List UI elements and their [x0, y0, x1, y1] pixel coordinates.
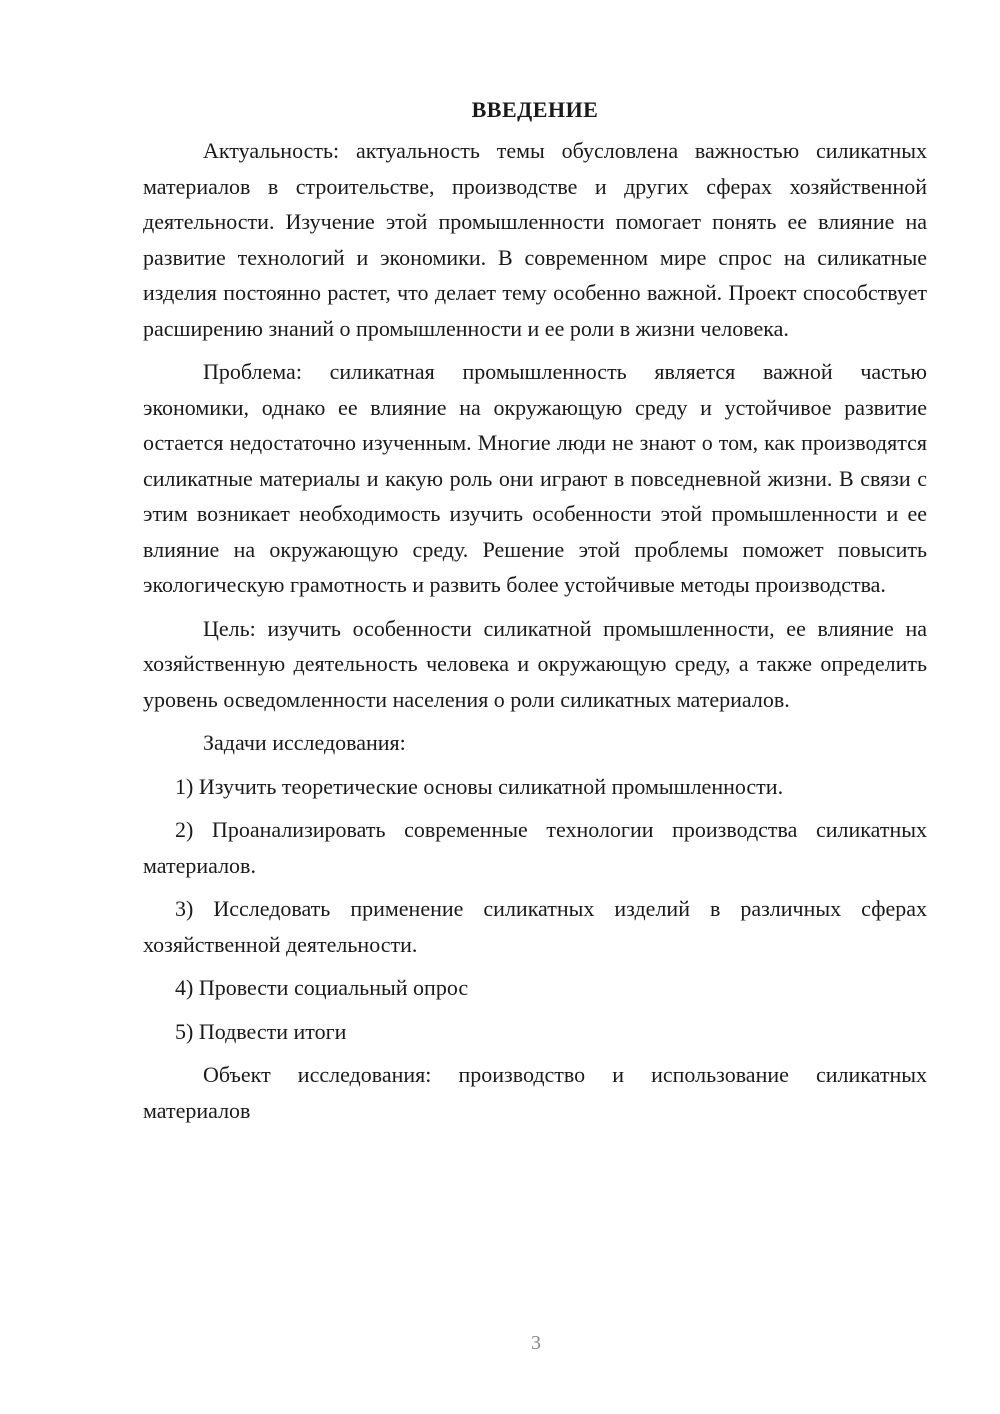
paragraph-object: Объект исследования: производство и использование силикатных материалов: [143, 1062, 927, 1123]
page-title: ВВЕДЕНИЕ: [471, 97, 599, 122]
task-item: 1) Изучить теоретические основы силикатной промышленности.: [175, 773, 784, 799]
page-body: [143, 93, 927, 1128]
paragraph-problem: Проблема: силикатная промышленность является важной частью экономики, однако ее влияние на окружающую среду и устойчивое развитие остается недостаточно изученным. Многие люди не знают о том, как производятся силикатные материалы и какую роль они играют в повседневной жизни. В связи с этим возникает необходимость изучить особенности этой промышленности и ее влияние на окружающую среду. Решение этой проблемы поможет повысить экологическую грамотность и развить более устойчивые методы производства.: [143, 359, 927, 597]
paragraph-tasks-heading: Задачи исследования:: [203, 730, 406, 755]
task-item: 5) Подвести итоги: [175, 1018, 347, 1044]
task-item: 2) Проанализировать современные технологии производства силикатных материалов.: [143, 817, 927, 878]
task-item: 4) Провести социальный опрос: [175, 975, 469, 1000]
task-item: 3) Исследовать применение силикатных изделий в различных сферах хозяйственной деятельности.: [143, 896, 927, 957]
page-number: 3: [531, 1332, 541, 1354]
paragraph-goal: Цель: изучить особенности силикатной промышленности, ее влияние на хозяйственную деятельность человека и окружающую среду, а также определить уровень осведомленности населения о роли силикатных материалов.: [143, 615, 927, 712]
paragraph-relevance: Актуальность: актуальность темы обусловлена важностью силикатных материалов в строительстве, производстве и других сферах хозяйственной деятельности. Изучение этой промышленности помогает понять ее влияние на развитие технологий и экономики. В современном мире спрос на силикатные изделия постоянно растет, что делает тему особенно важной. Проект способствует расширению знаний о промышленности и ее роли в жизни человека.: [143, 138, 927, 341]
